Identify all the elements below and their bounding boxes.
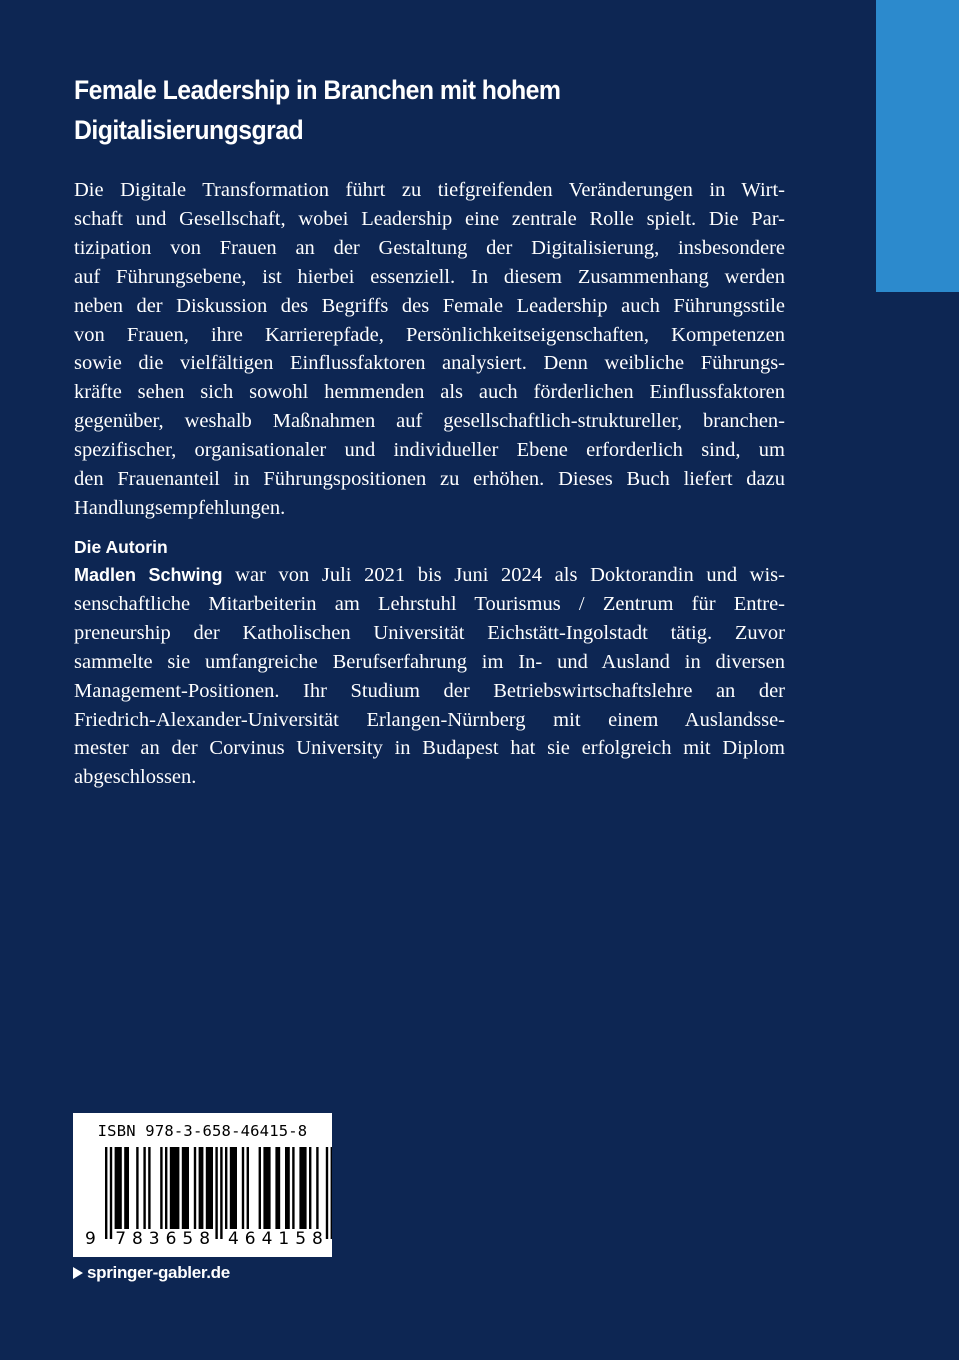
barcode-guard-bar	[220, 1147, 222, 1239]
author-bio-line: Friedrich-Alexander-Universität Erlangen-Nürnberg mit einem Auslandsse-	[74, 708, 785, 731]
barcode-bar	[275, 1147, 280, 1229]
author-bio-line: abgeschlossen.	[74, 766, 197, 789]
description-line: Handlungsempfehlungen.	[74, 496, 286, 519]
barcode-bar	[199, 1147, 204, 1229]
barcode-bar	[230, 1147, 237, 1229]
barcode-bar	[170, 1147, 180, 1229]
barcode-digit: 8	[132, 1229, 143, 1249]
barcode-guard-bar	[110, 1147, 112, 1239]
barcode-bar	[124, 1147, 129, 1229]
description-line: sowie die vielfältigen Einflussfaktoren analysiert. Denn weibliche Führungs-	[74, 352, 785, 375]
barcode-bar	[225, 1147, 227, 1229]
title-line: Digitalisierungsgrad	[74, 115, 304, 145]
barcode-digit: 1	[278, 1229, 290, 1249]
author-bio-line	[74, 561, 785, 590]
barcode-digit: 9	[85, 1229, 96, 1249]
barcode-bar	[165, 1147, 167, 1229]
barcode-guard-bar	[331, 1147, 332, 1239]
barcode-digit: 4	[261, 1229, 273, 1249]
author-bio	[74, 561, 785, 792]
barcode-digit: 8	[199, 1229, 211, 1249]
title-line: Female Leadership in Branchen mit hohem	[74, 75, 561, 105]
barcode-bar	[143, 1147, 145, 1229]
book-description	[74, 176, 785, 523]
description-line: den Frauenanteil in Führungspositionen zu erhöhen. Dieses Buch liefert dazu	[74, 468, 785, 491]
author-bio-line: senschaftliche Mitarbeiterin am Lehrstuhl Tourismus / Zentrum für Entre-	[74, 592, 785, 615]
author-bio-first-line: war von Juli 2021 bis Juni 2024 als Doktorandin und wis-	[222, 564, 785, 586]
description-line: gegenüber, weshalb Maßnahmen auf gesellschaftlich-struktureller, branchen-	[74, 410, 785, 433]
publisher-url: springer-gabler.de	[87, 1263, 230, 1282]
arrow-right-icon	[73, 1267, 83, 1279]
description-line: kräfte sehen sich sowohl hemmenden als auch förderlichen Einflussfaktoren	[74, 381, 785, 404]
barcode-digit: 7	[115, 1229, 127, 1249]
barcode-digit: 3	[148, 1229, 160, 1249]
author-name: Madlen Schwing	[74, 565, 223, 585]
barcode-bar	[263, 1147, 270, 1229]
isbn-barcode	[73, 1113, 332, 1257]
barcode-bar	[259, 1147, 261, 1229]
barcode-bar	[194, 1147, 196, 1229]
author-bio-line: sammelte sie umfangreiche Berufserfahrung im In- und Ausland in diversen	[74, 650, 785, 673]
barcode-bar	[148, 1147, 150, 1229]
barcode-bar	[206, 1147, 213, 1229]
barcode-guard-bar	[105, 1147, 107, 1239]
description-line: Die Digitale Transformation führt zu tiefgreifenden Veränderungen in Wirt-	[74, 179, 785, 201]
barcode-guard-bar	[326, 1147, 328, 1239]
description-line: neben der Diskussion des Begriffs des Female Leadership auch Führungsstile	[74, 294, 785, 317]
barcode-bar	[242, 1147, 244, 1229]
barcode-bar	[292, 1147, 294, 1229]
description-line: von Frauen, ihre Karrierepfade, Persönlichkeitseigenschaften, Kompetenzen	[74, 323, 785, 346]
barcode-digit: 5	[182, 1229, 194, 1249]
description-line: schaft und Gesellschaft, wobei Leadership eine zentrale Rolle spielt. Die Par-	[74, 207, 785, 230]
barcode-digit: 5	[295, 1229, 307, 1249]
barcode-guard-bar	[215, 1147, 217, 1239]
barcode-bar	[299, 1147, 306, 1229]
description-line: tizipation von Frauen an der Gestaltung der Digitalisierung, insbesondere	[74, 236, 785, 259]
barcode-digit: 4	[228, 1229, 239, 1249]
barcode-bar	[285, 1147, 290, 1229]
barcode-digit: 6	[244, 1229, 256, 1249]
publisher-link[interactable]	[73, 1261, 230, 1285]
isbn-label: ISBN 978-3-658-46415-8	[97, 1122, 308, 1140]
barcode-bar	[316, 1147, 318, 1229]
author-bio-line: mester an der Corvinus University in Budapest hat sie erfolgreich mit Diplom	[74, 737, 785, 760]
description-line: auf Führungsebene, ist hierbei essenziell. In diesem Zusammenhang werden	[74, 265, 785, 288]
accent-bar	[876, 0, 959, 292]
author-heading: Die Autorin	[74, 537, 168, 557]
barcode-bar	[247, 1147, 249, 1229]
barcode-digit: 8	[312, 1229, 323, 1249]
barcode-digit: 6	[165, 1229, 177, 1249]
barcode-digits	[73, 1229, 332, 1253]
barcode-bar	[182, 1147, 189, 1229]
barcode-bar	[309, 1147, 311, 1229]
barcode-bar	[136, 1147, 138, 1229]
description-line: spezifischer, organisationaler und individueller Ebene erforderlich sind, um	[74, 439, 785, 462]
author-bio-line: Management-Positionen. Ihr Studium der Betriebswirtschaftslehre an der	[74, 679, 785, 702]
author-bio-line: preneurship der Katholischen Universität Eichstätt-Ingolstadt tätig. Zuvor	[74, 621, 785, 644]
book-title	[74, 70, 773, 150]
barcode-bar	[160, 1147, 162, 1229]
barcode-bar	[115, 1147, 122, 1229]
